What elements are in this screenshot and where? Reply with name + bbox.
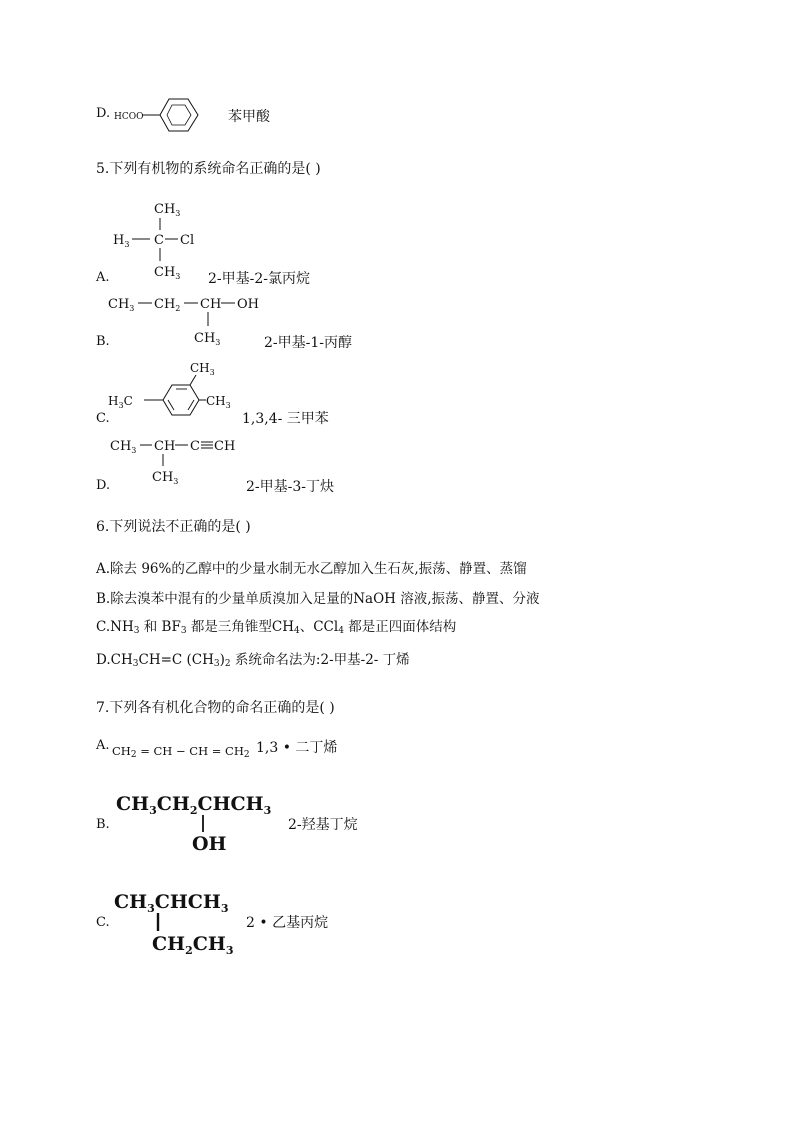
svg-text:CH3CHCH3: $CH_3CHCH_3$	[114, 891, 229, 915]
q7b-label: B.	[96, 817, 110, 832]
q7-stem: 7.下列各有机化合物的命名正确的是( )	[96, 700, 335, 716]
q5b-structure	[108, 290, 278, 348]
q5a-label: A.	[96, 270, 110, 285]
hcoo-group: HCOO	[114, 112, 144, 122]
svg-text:OH: OH	[192, 833, 227, 855]
svg-text:CH3: $CH_3$	[154, 202, 181, 218]
q5c-name: 1,3,4- 三甲苯	[242, 411, 329, 427]
q6-stem: 6.下列说法不正确的是( )	[96, 519, 251, 535]
benzoic-acid-name: 苯甲酸	[228, 109, 270, 125]
q6-option-d: $D.CH_3CH=C$ $(CH_3)_2$ 系统命名法为:2-甲基-2- 丁烯	[96, 652, 410, 669]
svg-text:CH3: $CH_3$	[194, 331, 221, 347]
svg-text:OH: OH	[237, 297, 259, 312]
svg-text:CH3CH2CHCH3: $CH_3CH_2CHCH_3$	[116, 793, 272, 817]
q5b-name: 2-甲基-1-丙醇	[264, 335, 353, 351]
q7a-formula: $CH_2$ = CH − CH = $CH_2$	[112, 744, 250, 760]
svg-text:CH3: $CH_3$	[152, 470, 179, 486]
svg-text:H3C: $H_3C$	[108, 394, 133, 410]
svg-text:CH2: $CH_2$	[154, 297, 181, 313]
q7b-structure	[114, 788, 284, 856]
svg-text:CH3: $CH_3$	[206, 394, 231, 410]
svg-text:CH3: $CH_3$	[108, 297, 135, 313]
q5c-label: C.	[96, 411, 110, 426]
svg-text:CH: CH	[214, 439, 236, 454]
q6-option-b: B.除去溴苯中混有的少量单质溴加入足量的NaOH 溶液,振荡、静置、分液	[96, 591, 540, 607]
svg-text:CH3: $CH_3$	[190, 361, 215, 377]
svg-text:H3: $H_3$	[113, 233, 130, 249]
q5-stem: 5.下列有机物的系统命名正确的是( )	[96, 161, 321, 177]
q7a-name: 1,3 • 二丁烯	[256, 740, 338, 756]
q5a-name: 2-甲基-2-氯丙烷	[208, 271, 311, 287]
svg-text:C: C	[154, 233, 164, 248]
q5d-structure	[108, 432, 248, 488]
svg-text:CH2CH3: $CH_2CH_3$	[152, 933, 234, 956]
q7b-name: 2-羟基丁烷	[288, 817, 358, 833]
svg-text:CH3: $CH_3$	[110, 439, 137, 455]
q5a-structure	[110, 196, 210, 286]
q6-option-a: A.除去 96%的乙醇中的少量水制无水乙醇加入生石灰,振荡、静置、蒸馏	[96, 561, 527, 577]
svg-text:C: C	[190, 439, 200, 454]
q7c-structure	[112, 886, 252, 956]
svg-text:CH: CH	[200, 297, 222, 312]
svg-text:Cl: Cl	[180, 233, 195, 248]
q5b-label: B.	[96, 334, 110, 349]
q7a-label: A.	[96, 738, 110, 753]
q7c-name: 2 • 乙基丙烷	[246, 915, 329, 931]
svg-text:CH3: $CH_3$	[154, 265, 181, 281]
svg-text:CH: CH	[154, 439, 176, 454]
q6-option-c: $C.NH_3$ 和 $BF_3$ 都是三角锥型$CH_4$、CCl$_4$ 都是正四面体结构	[96, 619, 457, 636]
q5d-name: 2-甲基-3-丁炔	[246, 479, 335, 495]
option-label: D.	[96, 106, 111, 121]
benzene-ring-structure	[112, 92, 212, 136]
q5c-structure	[108, 356, 238, 428]
q7c-label: C.	[96, 915, 110, 930]
q5d-label: D.	[96, 478, 111, 493]
